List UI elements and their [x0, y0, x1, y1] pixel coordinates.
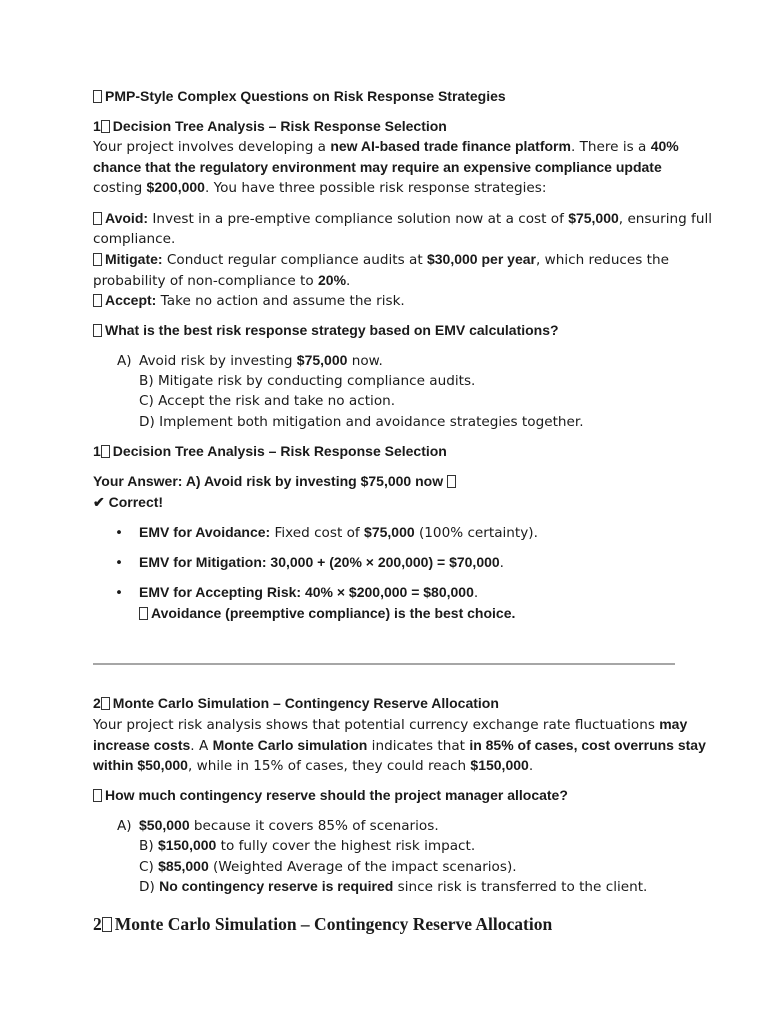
missing-glyph-icon: [93, 212, 102, 225]
q2-option-c: C) $85,000 (Weighted Average of the impact scenarios).: [139, 858, 517, 875]
missing-glyph-icon: [93, 324, 102, 337]
strategy-accept: Accept: Take no action and assume the risk.: [93, 290, 405, 312]
q1-option-b: B) Mitigate risk by conducting compliance audits.: [139, 373, 476, 389]
missing-glyph-icon: [447, 475, 456, 488]
strategy-avoid-cont: compliance.: [93, 231, 176, 247]
q1-intro-line-2: chance that the regulatory environment may require an expensive compliance update: [93, 159, 662, 175]
strategy-mitigate: Mitigate: Conduct regular compliance audits at $30,000 per year, which reduces the: [93, 249, 669, 271]
strategy-mitigate-cont: probability of non-compliance to 20%.: [93, 272, 351, 289]
q1-question: What is the best risk response strategy based on EMV calculations?: [93, 320, 559, 341]
q1-heading: 1 Decision Tree Analysis – Risk Response Selection: [93, 118, 447, 134]
strategy-avoid: Avoid: Invest in a pre-emptive compliance solution now at a cost of $75,000, ensuring full: [93, 208, 712, 230]
q2-option-a: A) $50,000 because it covers 85% of scenarios.: [117, 817, 439, 834]
q1-option-c: C) Accept the risk and take no action.: [139, 393, 396, 409]
q2-intro-line-3: within $50,000, while in 15% of cases, they could reach $150,000.: [93, 757, 534, 774]
emv-mitigation: • EMV for Mitigation: 30,000 + (20% × 200,000) = $70,000.: [115, 552, 504, 574]
missing-glyph-icon: [102, 917, 112, 932]
q1-answer-heading: 1 Decision Tree Analysis – Risk Response Selection: [93, 443, 447, 459]
missing-glyph-icon: [93, 294, 102, 307]
q1-intro-line-3: costing $200,000. You have three possible risk response strategies:: [93, 179, 547, 196]
emv-avoidance: • EMV for Avoidance: Fixed cost of $75,000 (100% certainty).: [115, 522, 538, 544]
missing-glyph-icon: [101, 120, 110, 133]
q2-intro-line-2: increase costs. A Monte Carlo simulation indicates that in 85% of cases, cost overruns stay: [93, 737, 706, 754]
missing-glyph-icon: [101, 697, 110, 710]
your-answer: Your Answer: A) Avoid risk by investing $75,000 now: [93, 471, 459, 492]
q2-answer-heading: 2 Monte Carlo Simulation – Contingency Reserve Allocation: [93, 914, 553, 934]
emv-conclusion: Avoidance (preemptive compliance) is the best choice.: [139, 603, 515, 624]
missing-glyph-icon: [93, 789, 102, 802]
bullet-icon: •: [115, 525, 124, 541]
bullet-icon: •: [115, 585, 124, 601]
q1-option-d: D) Implement both mitigation and avoidance strategies together.: [139, 414, 584, 430]
q2-intro-line-1: Your project risk analysis shows that potential currency exchange rate fluctuations may: [93, 716, 688, 733]
document-title: PMP-Style Complex Questions on Risk Response Strategies: [93, 86, 506, 107]
missing-glyph-icon: [139, 607, 148, 620]
q2-question: How much contingency reserve should the project manager allocate?: [93, 785, 568, 806]
missing-glyph-icon: [93, 90, 102, 103]
missing-glyph-icon: [101, 445, 110, 458]
q1-intro-line-1: Your project involves developing a new AI-based trade finance platform. There is a 40%: [93, 138, 679, 155]
bullet-icon: •: [115, 555, 124, 571]
missing-glyph-icon: [93, 253, 102, 266]
q2-option-b: B) $150,000 to fully cover the highest risk impact.: [139, 837, 476, 854]
q1-option-a: A) Avoid risk by investing $75,000 now.: [117, 352, 383, 369]
correct-label: ✔ Correct!: [93, 494, 164, 510]
q2-option-d: D) No contingency reserve is required since risk is transferred to the client.: [139, 878, 648, 895]
section-divider: [93, 663, 675, 665]
emv-accept: • EMV for Accepting Risk: 40% × $200,000 = $80,000.: [115, 582, 478, 604]
q2-heading: 2 Monte Carlo Simulation – Contingency Reserve Allocation: [93, 695, 499, 711]
